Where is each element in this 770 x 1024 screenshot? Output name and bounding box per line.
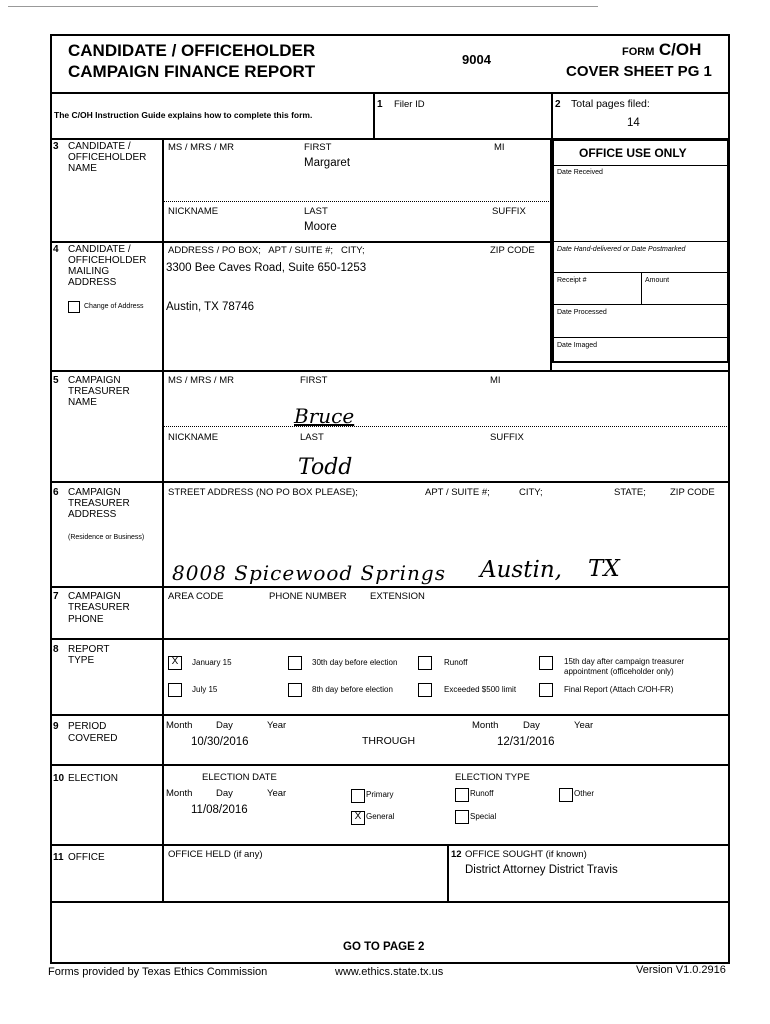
runoff-report-checkbox[interactable] bbox=[418, 656, 432, 670]
section4-zip-label: ZIP CODE bbox=[490, 245, 535, 256]
office-sought-num: 12 bbox=[451, 849, 462, 860]
special-label: Special bbox=[470, 812, 497, 821]
section9-label-1: PERIOD bbox=[68, 721, 107, 732]
section9-label-2: COVERED bbox=[68, 733, 118, 744]
general-checkbox[interactable]: X bbox=[351, 811, 365, 825]
section6-label-3: ADDRESS bbox=[68, 509, 117, 520]
section6-city-label: CITY; bbox=[519, 487, 543, 498]
candidate-last-name: Moore bbox=[304, 221, 337, 233]
january15-label: January 15 bbox=[192, 658, 232, 667]
section3-label-3: NAME bbox=[68, 163, 97, 174]
form-name bbox=[622, 40, 701, 60]
office-use-title: OFFICE USE ONLY bbox=[579, 146, 687, 160]
divider bbox=[50, 638, 730, 640]
election-day-label: Day bbox=[216, 788, 233, 799]
receipt-label: Receipt # bbox=[557, 277, 587, 284]
treasurer-last-name: Todd bbox=[298, 455, 353, 480]
treasurer-city: Austin, bbox=[480, 557, 562, 583]
date-hand-delivered-label: Date Hand-delivered or Date Postmarked bbox=[557, 246, 686, 253]
election-date-title: ELECTION DATE bbox=[202, 772, 277, 783]
footer-website-link[interactable]: www.ethics.state.tx.us bbox=[335, 966, 444, 978]
period-from-day-label: Day bbox=[216, 720, 233, 731]
divider bbox=[50, 764, 730, 766]
total-pages-num: 2 bbox=[555, 99, 561, 110]
election-type-title: ELECTION TYPE bbox=[455, 772, 530, 783]
section5-label-3: NAME bbox=[68, 397, 97, 408]
section10-label: ELECTION bbox=[68, 773, 119, 784]
section6-label-2: TREASURER bbox=[68, 498, 130, 509]
section6-state-label: STATE; bbox=[614, 487, 646, 498]
divider bbox=[552, 165, 729, 166]
election-month-label: Month bbox=[166, 788, 193, 799]
cover-sheet-label: COVER SHEET PG 1 bbox=[566, 63, 712, 80]
january15-checkbox[interactable]: X bbox=[168, 656, 182, 670]
section7-area-label: AREA CODE bbox=[168, 591, 224, 602]
section4-label-2: OFFICEHOLDER bbox=[68, 255, 147, 266]
section3-first-label: FIRST bbox=[304, 142, 332, 153]
divider bbox=[552, 304, 729, 305]
30th-day-checkbox[interactable] bbox=[288, 656, 302, 670]
section4-label-3: MAILING bbox=[68, 266, 110, 277]
period-to-month-label: Month bbox=[472, 720, 499, 731]
date-received-label: Date Received bbox=[557, 169, 603, 176]
section8-label-1: REPORT bbox=[68, 644, 110, 655]
section4-label-1: CANDIDATE / bbox=[68, 244, 131, 255]
section3-mi-label: MI bbox=[494, 142, 505, 153]
general-label: General bbox=[366, 812, 395, 821]
section11-label: OFFICE bbox=[68, 852, 105, 863]
section5-nickname-label: NICKNAME bbox=[168, 432, 219, 443]
30th-day-label: 30th day before election bbox=[312, 658, 398, 667]
total-pages-value: 14 bbox=[627, 117, 640, 129]
dotted-divider bbox=[163, 426, 729, 427]
final-report-label: Final Report (Attach C/OH-FR) bbox=[564, 685, 674, 694]
other-label: Other bbox=[574, 789, 595, 798]
section6-zip-label: ZIP CODE bbox=[670, 487, 715, 498]
primary-label: Primary bbox=[366, 790, 394, 799]
change-of-address-label: Change of Address bbox=[84, 303, 144, 310]
date-processed-label: Date Processed bbox=[557, 309, 607, 316]
section5-first-label: FIRST bbox=[300, 375, 328, 386]
section7-ext-label: EXTENSION bbox=[370, 591, 425, 602]
divider bbox=[50, 844, 730, 846]
section7-label-2: TREASURER bbox=[68, 602, 130, 613]
section7-label-3: PHONE bbox=[68, 614, 104, 625]
mailing-address-line2: Austin, TX 78746 bbox=[166, 301, 255, 313]
8th-day-label: 8th day before election bbox=[312, 685, 393, 694]
election-date: 11/08/2016 bbox=[191, 804, 248, 816]
footer-provided-by: Forms provided by Texas Ethics Commission bbox=[48, 966, 268, 978]
divider bbox=[50, 901, 730, 903]
date-imaged-label: Date Imaged bbox=[557, 342, 598, 349]
form-label-small: FORM bbox=[622, 46, 655, 58]
dotted-divider bbox=[163, 201, 549, 202]
section10-num: 10 bbox=[53, 773, 65, 784]
section7-label-1: CAMPAIGN bbox=[68, 591, 121, 602]
section6-street-label: STREET ADDRESS (NO PO BOX PLEASE); bbox=[168, 487, 358, 498]
candidate-first-name: Margaret bbox=[304, 157, 351, 169]
section6-apt-label: APT / SUITE #; bbox=[425, 487, 490, 498]
section8-num: 8 bbox=[53, 644, 59, 655]
treasurer-street-address: 8008 Spicewood Springs bbox=[172, 561, 446, 585]
through-label: THROUGH bbox=[362, 735, 416, 747]
section6-label-1: CAMPAIGN bbox=[68, 487, 121, 498]
section7-num: 7 bbox=[53, 591, 59, 602]
section3-last-label: LAST bbox=[304, 206, 328, 217]
divider bbox=[162, 138, 164, 902]
section5-last-label: LAST bbox=[300, 432, 324, 443]
section5-mi-label: MI bbox=[490, 375, 501, 386]
divider bbox=[641, 272, 642, 304]
section5-suffix-label: SUFFIX bbox=[490, 432, 524, 443]
instruction-text: The C/OH Instruction Guide explains how to complete this form. bbox=[54, 110, 313, 120]
divider bbox=[551, 93, 553, 139]
period-to-year-label: Year bbox=[574, 720, 594, 731]
office-sought-label: OFFICE SOUGHT (if known) bbox=[465, 849, 587, 860]
primary-checkbox[interactable] bbox=[351, 789, 365, 803]
section7-phone-label: PHONE NUMBER bbox=[269, 591, 347, 602]
election-runoff-checkbox[interactable] bbox=[455, 788, 469, 802]
15th-day-checkbox[interactable] bbox=[539, 656, 553, 670]
amount-label: Amount bbox=[645, 277, 670, 284]
divider bbox=[50, 370, 730, 372]
july15-label: July 15 bbox=[192, 685, 218, 694]
period-to-day-label: Day bbox=[523, 720, 540, 731]
office-held-label: OFFICE HELD (if any) bbox=[168, 849, 263, 860]
15th-day-label-1: 15th day after campaign treasurer bbox=[564, 657, 685, 666]
section3-label-2: OFFICEHOLDER bbox=[68, 152, 147, 163]
section8-label-2: TYPE bbox=[68, 655, 95, 666]
divider bbox=[50, 714, 730, 716]
period-from-date: 10/30/2016 bbox=[191, 736, 249, 748]
section6-num: 6 bbox=[53, 487, 59, 498]
divider bbox=[552, 241, 729, 242]
filer-id-label: Filer ID bbox=[394, 99, 425, 110]
special-checkbox[interactable] bbox=[455, 810, 469, 824]
section9-num: 9 bbox=[53, 721, 59, 732]
form-label-big: C/OH bbox=[658, 40, 702, 59]
section3-label-1: CANDIDATE / bbox=[68, 141, 131, 152]
section6-sublabel: (Residence or Business) bbox=[68, 534, 145, 541]
election-year-label: Year bbox=[267, 788, 287, 799]
footer-version: Version V1.0.2916 bbox=[636, 964, 726, 976]
change-of-address-checkbox[interactable] bbox=[68, 301, 80, 313]
section4-address-label: ADDRESS / PO BOX; APT / SUITE #; CITY; bbox=[168, 245, 365, 256]
election-runoff-label: Runoff bbox=[470, 789, 494, 798]
filer-id-num: 1 bbox=[377, 99, 383, 110]
office-sought-value: District Attorney District Travis bbox=[465, 864, 618, 876]
section3-nickname-label: NICKNAME bbox=[168, 206, 219, 217]
divider bbox=[447, 845, 449, 902]
divider bbox=[50, 586, 730, 588]
section4-num: 4 bbox=[53, 244, 59, 255]
treasurer-state: TX bbox=[588, 556, 620, 582]
exceeded-limit-label: Exceeded $500 limit bbox=[444, 685, 517, 694]
other-checkbox[interactable] bbox=[559, 788, 573, 802]
divider bbox=[373, 93, 375, 139]
divider bbox=[50, 92, 730, 94]
section11-num: 11 bbox=[53, 852, 64, 863]
divider bbox=[552, 337, 729, 338]
divider bbox=[50, 481, 730, 483]
period-from-month-label: Month bbox=[166, 720, 193, 731]
mailing-address-line1: 3300 Bee Caves Road, Suite 650-1253 bbox=[166, 262, 367, 274]
section5-label-2: TREASURER bbox=[68, 386, 130, 397]
runoff-report-label: Runoff bbox=[444, 658, 468, 667]
section4-label-4: ADDRESS bbox=[68, 277, 117, 288]
exceeded-limit-checkbox[interactable] bbox=[418, 683, 432, 697]
final-report-checkbox[interactable] bbox=[539, 683, 553, 697]
divider bbox=[50, 241, 551, 243]
form-title-line1: CANDIDATE / OFFICEHOLDER bbox=[68, 41, 316, 60]
top-rule bbox=[8, 6, 598, 7]
form-code: 9004 bbox=[462, 52, 491, 67]
period-to-date: 12/31/2016 bbox=[497, 736, 555, 748]
treasurer-first-name: Bruce bbox=[294, 404, 355, 428]
form-title-line2: CAMPAIGN FINANCE REPORT bbox=[68, 62, 316, 81]
section5-ms-label: MS / MRS / MR bbox=[168, 375, 234, 386]
period-from-year-label: Year bbox=[267, 720, 287, 731]
section3-suffix-label: SUFFIX bbox=[492, 206, 526, 217]
go-to-page-2: GO TO PAGE 2 bbox=[343, 941, 425, 953]
total-pages-label: Total pages filed: bbox=[571, 98, 650, 110]
section5-num: 5 bbox=[53, 375, 59, 386]
section3-ms-label: MS / MRS / MR bbox=[168, 142, 234, 153]
july15-checkbox[interactable] bbox=[168, 683, 182, 697]
8th-day-checkbox[interactable] bbox=[288, 683, 302, 697]
15th-day-label-2: appointment (officeholder only) bbox=[564, 667, 674, 676]
section3-num: 3 bbox=[53, 141, 59, 152]
section5-label-1: CAMPAIGN bbox=[68, 375, 121, 386]
